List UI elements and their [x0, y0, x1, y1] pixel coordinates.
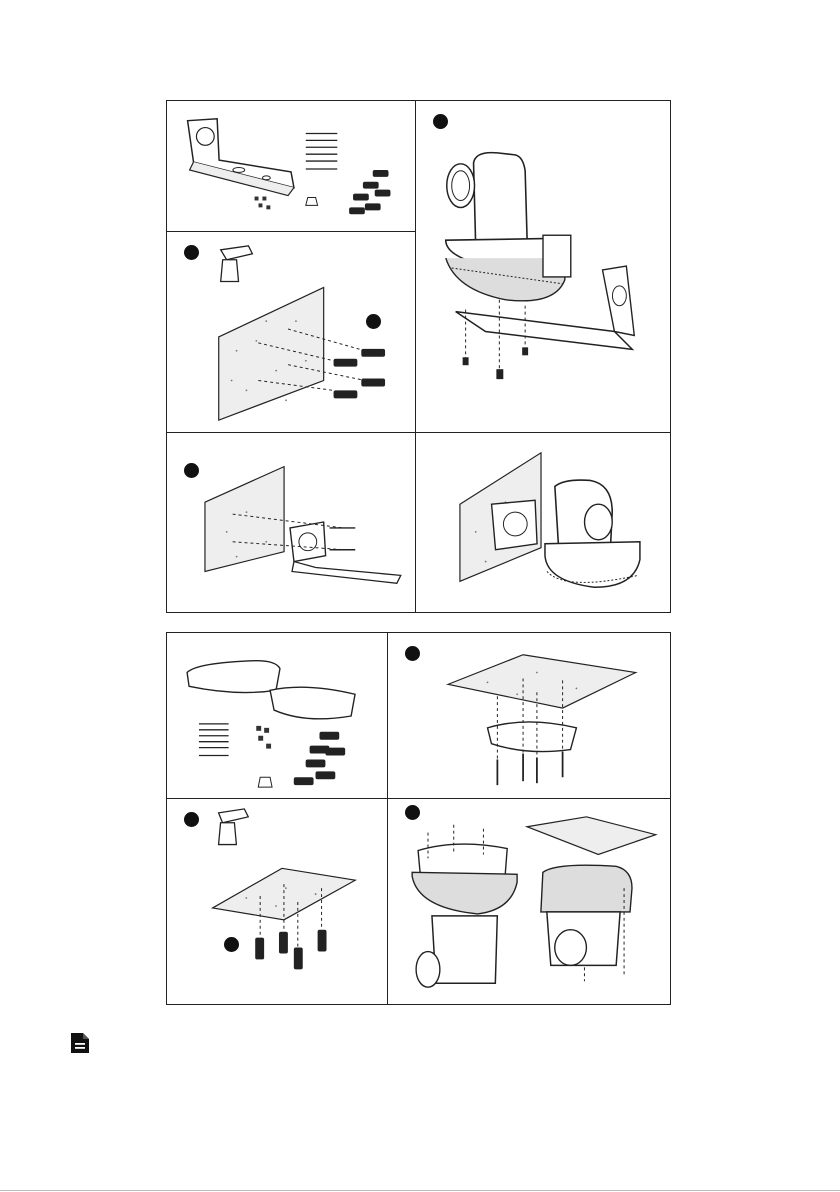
ceiling-bracket-kit-panel	[166, 632, 388, 799]
document-icon	[69, 1031, 91, 1055]
drill-ceiling-anchors-illustration	[167, 799, 387, 1004]
ceiling-bracket-kit-illustration	[167, 633, 387, 798]
bracket-on-wall-panel	[166, 432, 416, 613]
wall-mount-complete-panel	[415, 432, 671, 613]
camera-to-ceiling-illustration	[388, 799, 670, 1004]
step-marker	[405, 805, 420, 820]
bracket-to-ceiling-panel	[387, 632, 671, 799]
step-marker	[366, 314, 381, 329]
bracket-to-ceiling-illustration	[388, 633, 670, 798]
camera-to-bracket-panel	[415, 100, 671, 433]
drill-wall-anchors-illustration	[167, 232, 415, 432]
step-marker	[184, 463, 199, 478]
drill-ceiling-anchors-panel	[166, 798, 388, 1005]
wall-mount-complete-illustration	[416, 433, 670, 612]
camera-to-ceiling-panel	[387, 798, 671, 1005]
page-bottom-rule	[0, 1190, 840, 1191]
step-marker	[184, 812, 199, 827]
step-marker	[184, 245, 199, 260]
bracket-on-wall-illustration	[167, 433, 415, 612]
step-marker	[433, 114, 448, 129]
step-marker	[224, 937, 239, 952]
camera-to-bracket-illustration	[416, 101, 670, 432]
step-marker	[405, 646, 420, 661]
wall-bracket-kit-panel	[166, 100, 416, 232]
drill-wall-anchors-panel	[166, 231, 416, 433]
wall-bracket-kit-illustration	[167, 101, 415, 231]
